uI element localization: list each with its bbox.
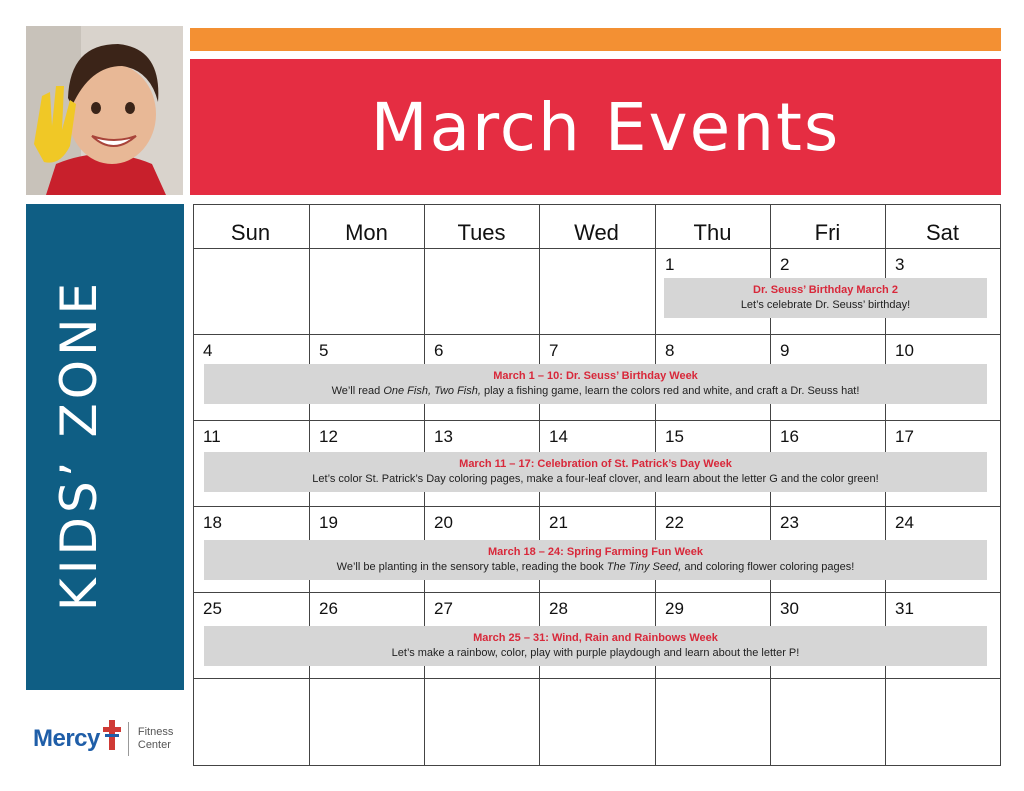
day-number: 10 [895,341,914,360]
book-title: The Tiny Seed, [606,561,682,573]
day-number: 26 [319,599,338,618]
day-number: 4 [203,341,213,360]
day-number: 15 [665,427,684,446]
event-description: Let’s make a rainbow, color, play with purple playdough and learn about the letter P! [391,647,800,659]
event-desc-part: and coloring flower coloring pages! [681,561,855,573]
day-number: 1 [665,255,675,274]
event-desc-part: We’ll read [331,385,384,397]
event-description [204,560,987,575]
event-title: March 11 – 17: Celebration of St. Patrick’s Day Week [459,458,732,470]
orange-accent-bar [190,28,1001,51]
day-number: 21 [549,513,568,532]
event-desc-part: We’ll be planting in the sensory table, reading the book [336,561,607,573]
day-number: 13 [434,427,453,446]
kids-zone-label: KIDS’ ZONE [50,278,108,612]
weekday-sat: Sat [925,220,960,245]
weekday-tue: Tues [457,220,506,245]
cross-icon [102,718,122,752]
event-seuss-week [204,364,987,404]
day-number: 11 [203,427,221,446]
logo-subtitle [138,726,173,752]
logo-name: Mercy [33,725,100,752]
page-title: March Events [370,88,841,166]
day-number: 9 [780,341,790,360]
weekday-mon: Mon [345,220,388,245]
day-number: 22 [665,513,684,532]
calendar [193,204,1001,766]
logo-sub-line2: Center [137,739,171,751]
event-desc-part: play a fishing game, learn the colors red and white, and craft a Dr. Seuss hat! [480,385,860,397]
event-title: March 18 – 24: Spring Farming Fun Week [488,546,703,558]
event-description [204,384,987,399]
day-number: 3 [895,255,905,274]
day-number: 14 [549,427,568,446]
event-title: March 25 – 31: Wind, Rain and Rainbows Week [473,632,718,644]
day-number: 24 [895,513,914,532]
day-number: 27 [434,599,453,618]
day-number: 17 [895,427,914,446]
mercy-logo [33,718,178,760]
weekday-thu: Thu [693,220,732,245]
title-banner [190,59,1001,195]
event-seuss-birthday [664,278,987,318]
logo-sub-line1: Fitness [137,726,174,738]
book-title: One Fish, Two Fish, [383,385,481,397]
event-spring-farming-week [204,540,987,580]
event-title: March 1 – 10: Dr. Seuss’ Birthday Week [493,370,698,382]
day-number: 20 [434,513,453,532]
event-wind-rain-week [204,626,987,666]
day-number: 16 [780,427,799,446]
day-number: 29 [665,599,684,618]
weekday-sun: Sun [230,220,271,245]
day-number: 28 [549,599,568,618]
day-number: 12 [319,427,338,446]
day-number: 30 [780,599,799,618]
day-number: 23 [780,513,799,532]
child-photo [26,26,183,195]
weekday-fri: Fri [814,220,841,245]
day-number: 31 [895,599,914,618]
day-number: 19 [319,513,338,532]
child-photo-icon [26,26,183,195]
logo-divider [128,722,129,756]
day-number: 8 [665,341,675,360]
event-st-patricks-week [204,452,987,492]
day-number: 25 [203,599,222,618]
day-number: 5 [319,341,329,360]
weekday-wed: Wed [574,220,619,245]
day-number: 2 [780,255,790,274]
event-description: Let’s color St. Patrick’s Day coloring pages, make a four-leaf clover, and learn about the letter G and the color green! [312,473,879,485]
day-number: 18 [203,513,222,532]
event-title: Dr. Seuss’ Birthday March 2 [753,284,898,296]
event-description: Let’s celebrate Dr. Seuss’ birthday! [740,299,911,311]
day-number: 6 [434,341,444,360]
day-number: 7 [549,341,559,360]
